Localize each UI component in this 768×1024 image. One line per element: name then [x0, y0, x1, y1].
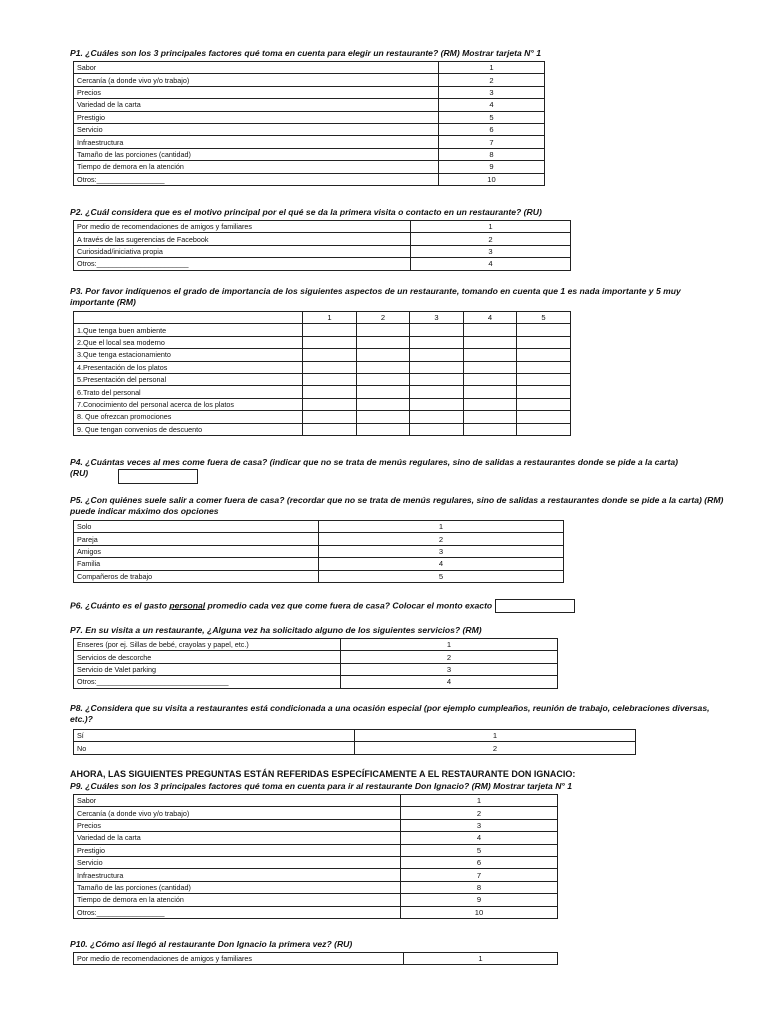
p3-scale-5: 5 [517, 312, 571, 324]
p3-rating-cell[interactable] [357, 336, 410, 348]
p9-option-row[interactable] [74, 844, 558, 856]
p1-option-row[interactable] [74, 161, 545, 173]
p1-option-label: Sabor [74, 62, 439, 74]
p3-aspect-row [74, 324, 571, 336]
p3-rating-cell[interactable] [464, 373, 517, 385]
section-header: AHORA, LAS SIGUIENTES PREGUNTAS ESTÁN REFERIDAS ESPECÍFICAMENTE A EL RESTAURANTE DON IGNACIO: [70, 769, 576, 779]
p9-option-code[interactable]: 1 [401, 795, 558, 807]
p7-option-label: Enseres (por ej. Sillas de bebé, crayolas y papel, etc.) [74, 639, 341, 651]
p3-rating-cell[interactable] [517, 423, 571, 435]
p7-option-label: Servicios de descorche [74, 651, 341, 663]
p9-question: P9. ¿Cuáles son los 3 principales factores qué toma en cuenta para ir al restaurante Don Ignacio? (RM) Mostrar tarjeta N° 1 [70, 781, 573, 791]
p9-option-code[interactable]: 8 [401, 881, 558, 893]
p3-aspect-label: 6.Trato del personal [74, 386, 303, 398]
p9-option-label: Cercanía (a donde vivo y/o trabajo) [74, 807, 401, 819]
p7-option-row[interactable] [74, 676, 558, 688]
p3-aspect-label: 3.Que tenga estacionamiento [74, 349, 303, 361]
p7-option-code[interactable]: 1 [341, 639, 558, 651]
p8-option-row[interactable] [74, 742, 636, 754]
p2-option-code[interactable]: 4 [411, 258, 571, 270]
p8-option-row[interactable] [74, 730, 636, 742]
p1-option-code[interactable]: 4 [439, 99, 545, 111]
p1-option-row[interactable] [74, 74, 545, 86]
p8-option-code[interactable]: 1 [355, 730, 636, 742]
p3-rating-cell[interactable] [517, 349, 571, 361]
p2-table [73, 220, 571, 271]
p2-option-row[interactable] [74, 258, 571, 270]
p7-table [73, 638, 558, 689]
p7-option-code[interactable]: 4 [341, 676, 558, 688]
p4-question-text: P4. ¿Cuántas veces al mes come fuera de casa? (indicar que no se trata de menús regulares, sino de salidas a restaurantes donde se pide a la carta) [70, 457, 679, 467]
p3-rating-cell[interactable] [357, 398, 410, 410]
p3-aspect-row [74, 411, 571, 423]
p9-option-label: Sabor [74, 795, 401, 807]
p1-table [73, 61, 545, 186]
p3-aspect-label: 9. Que tengan convenios de descuento [74, 423, 303, 435]
p3-aspect-label: 1.Que tenga buen ambiente [74, 324, 303, 336]
p3-rating-cell[interactable] [357, 423, 410, 435]
p3-rating-cell[interactable] [464, 423, 517, 435]
p5-option-code[interactable]: 3 [319, 545, 564, 557]
p3-rating-cell[interactable] [410, 336, 464, 348]
p3-rating-cell[interactable] [357, 411, 410, 423]
p3-scale-1: 1 [303, 312, 357, 324]
p6-prefix: P6. ¿Cuánto es el gasto [70, 600, 170, 611]
p3-aspect-row [74, 349, 571, 361]
p9-option-code[interactable]: 10 [401, 906, 558, 918]
p3-rating-cell[interactable] [464, 324, 517, 336]
p5-option-label: Amigos [74, 545, 319, 557]
p3-rating-cell[interactable] [303, 361, 357, 373]
p3-rating-cell[interactable] [464, 361, 517, 373]
p2-question: P2. ¿Cuál considera que es el motivo principal por el qué se da la primera visita o contacto en un restaurante? (RU) [70, 207, 542, 217]
p1-option-code[interactable]: 3 [439, 86, 545, 98]
p5-option-label: Solo [74, 521, 319, 533]
p3-rating-cell[interactable] [303, 373, 357, 385]
p3-rating-cell[interactable] [517, 411, 571, 423]
p3-aspect-row [74, 373, 571, 385]
p1-option-row[interactable] [74, 123, 545, 135]
p9-option-code[interactable]: 9 [401, 894, 558, 906]
p5-option-row[interactable] [74, 545, 564, 557]
p9-option-row[interactable] [74, 807, 558, 819]
p7-option-row[interactable] [74, 663, 558, 675]
p5-option-label: Pareja [74, 533, 319, 545]
p3-rating-cell[interactable] [303, 336, 357, 348]
p3-aspect-label: 4.Presentación de los platos [74, 361, 303, 373]
p3-aspect-row [74, 398, 571, 410]
p3-scale-4: 4 [464, 312, 517, 324]
p3-rating-cell[interactable] [303, 324, 357, 336]
p10-option-code[interactable]: 1 [404, 953, 558, 965]
p1-option-code[interactable]: 2 [439, 74, 545, 86]
p9-option-label: Servicio [74, 856, 401, 868]
p1-option-code[interactable]: 8 [439, 148, 545, 160]
p2-option-label: Curiosidad/iniciativa propia [74, 245, 411, 257]
p3-rating-cell[interactable] [410, 349, 464, 361]
p1-option-label: Precios [74, 86, 439, 98]
p4-code: (RU) [70, 468, 89, 478]
p9-option-code[interactable]: 2 [401, 807, 558, 819]
p5-option-row[interactable] [74, 533, 564, 545]
p1-option-row[interactable] [74, 173, 545, 185]
p5-option-code[interactable]: 4 [319, 558, 564, 570]
p3-rating-cell[interactable] [410, 423, 464, 435]
p9-option-row[interactable] [74, 832, 558, 844]
p1-option-label: Tamaño de las porciones (cantidad) [74, 148, 439, 160]
p6-answer-box[interactable] [495, 599, 575, 613]
p3-aspect-label: 5.Presentación del personal [74, 373, 303, 385]
p7-option-row[interactable] [74, 639, 558, 651]
p10-option-label: Por medio de recomendaciones de amigos y familiares [74, 953, 404, 965]
p1-option-row[interactable] [74, 136, 545, 148]
p7-option-label: Otros:_________________________________ [74, 676, 341, 688]
p3-scale-row [74, 312, 571, 324]
p3-aspect-label: 2.Que el local sea moderno [74, 336, 303, 348]
p3-rating-cell[interactable] [517, 324, 571, 336]
p1-option-label: Infraestructura [74, 136, 439, 148]
p8-option-code[interactable]: 2 [355, 742, 636, 754]
p5-option-code[interactable]: 5 [319, 570, 564, 582]
p3-scale-3: 3 [410, 312, 464, 324]
p3-rating-cell[interactable] [464, 336, 517, 348]
p3-aspect-label: 7.Conocimiento del personal acerca de los platos [74, 398, 303, 410]
p9-option-code[interactable]: 3 [401, 819, 558, 831]
p1-option-code[interactable]: 7 [439, 136, 545, 148]
p5-option-label: Familia [74, 558, 319, 570]
p3-rating-cell[interactable] [303, 349, 357, 361]
p7-option-code[interactable]: 2 [341, 651, 558, 663]
p1-option-row[interactable] [74, 62, 545, 74]
p3-aspect-label: 8. Que ofrezcan promociones [74, 411, 303, 423]
p1-option-code[interactable]: 10 [439, 173, 545, 185]
p9-option-label: Tamaño de las porciones (cantidad) [74, 881, 401, 893]
p8-table [73, 729, 636, 755]
p1-option-label: Variedad de la carta [74, 99, 439, 111]
p9-option-row[interactable] [74, 795, 558, 807]
p2-option-row[interactable] [74, 221, 571, 233]
p3-rating-cell[interactable] [464, 411, 517, 423]
p3-rating-cell[interactable] [357, 349, 410, 361]
p3-rating-cell[interactable] [464, 349, 517, 361]
p1-option-row[interactable] [74, 99, 545, 111]
p10-option-row[interactable] [74, 953, 558, 965]
p1-option-row[interactable] [74, 86, 545, 98]
p2-option-code[interactable]: 3 [411, 245, 571, 257]
p1-option-label: Otros:_________________ [74, 173, 439, 185]
p1-option-code[interactable]: 9 [439, 161, 545, 173]
p1-option-label: Tiempo de demora en la atención [74, 161, 439, 173]
p9-option-label: Variedad de la carta [74, 832, 401, 844]
p3-question: P3. Por favor indíquenos el grado de importancia de los siguientes aspectos de un restaurante, tomando en cuenta que 1 es nada importante y 5 muy importante (RM) [70, 286, 681, 307]
p8-option-label: Sí [74, 730, 355, 742]
p9-option-code[interactable]: 4 [401, 832, 558, 844]
p9-option-row[interactable] [74, 894, 558, 906]
p5-question: P5. ¿Con quiénes suele salir a comer fuera de casa? (recordar que no se trata de menús regulares, sino de salidas a restaurantes donde se pide a la carta) (RM) puede indicar máximo dos opciones [70, 495, 724, 516]
p10-table [73, 952, 558, 965]
p3-rating-cell[interactable] [517, 361, 571, 373]
p3-rating-cell[interactable] [303, 398, 357, 410]
p7-question: P7. En su visita a un restaurante, ¿Alguna vez ha solicitado alguno de los siguientes servicios? (RM) [70, 625, 482, 635]
p3-rating-cell[interactable] [517, 386, 571, 398]
p2-option-code[interactable]: 1 [411, 221, 571, 233]
p3-aspect-row [74, 386, 571, 398]
p3-rating-cell[interactable] [357, 361, 410, 373]
p1-option-row[interactable] [74, 148, 545, 160]
p3-table [73, 311, 571, 436]
p6-underlined: personal [169, 600, 206, 611]
p9-option-label: Infraestructura [74, 869, 401, 881]
p5-option-label: Compañeros de trabajo [74, 570, 319, 582]
p3-rating-cell[interactable] [303, 411, 357, 423]
p2-option-label: Otros:_______________________ [74, 258, 411, 270]
p3-rating-cell[interactable] [303, 423, 357, 435]
p1-option-code[interactable]: 1 [439, 62, 545, 74]
p2-option-code[interactable]: 2 [411, 233, 571, 245]
p3-rating-cell[interactable] [357, 373, 410, 385]
p3-rating-cell[interactable] [464, 386, 517, 398]
p9-option-label: Precios [74, 819, 401, 831]
p3-rating-cell[interactable] [410, 324, 464, 336]
p5-table [73, 520, 564, 583]
p3-corner-cell [74, 312, 303, 324]
p1-option-code[interactable]: 6 [439, 123, 545, 135]
p3-aspect-row [74, 361, 571, 373]
p3-rating-cell[interactable] [464, 398, 517, 410]
p3-rating-cell[interactable] [410, 398, 464, 410]
p3-rating-cell[interactable] [517, 336, 571, 348]
p3-aspect-row [74, 423, 571, 435]
p9-option-label: Otros:_________________ [74, 906, 401, 918]
p3-rating-cell[interactable] [410, 386, 464, 398]
p1-option-code[interactable]: 5 [439, 111, 545, 123]
p9-option-row[interactable] [74, 869, 558, 881]
p9-option-code[interactable]: 7 [401, 869, 558, 881]
p1-option-label: Servicio [74, 123, 439, 135]
p9-option-code[interactable]: 6 [401, 856, 558, 868]
p1-option-row[interactable] [74, 111, 545, 123]
p7-option-code[interactable]: 3 [341, 663, 558, 675]
p3-rating-cell[interactable] [410, 373, 464, 385]
p3-scale-2: 2 [357, 312, 410, 324]
p5-option-code[interactable]: 2 [319, 533, 564, 545]
p1-option-label: Prestigio [74, 111, 439, 123]
p2-option-row[interactable] [74, 245, 571, 257]
p5-option-code[interactable]: 1 [319, 521, 564, 533]
p3-rating-cell[interactable] [357, 324, 410, 336]
p2-option-label: A través de las sugerencias de Facebook [74, 233, 411, 245]
p9-option-label: Tiempo de demora en la atención [74, 894, 401, 906]
p3-rating-cell[interactable] [517, 373, 571, 385]
p3-rating-cell[interactable] [303, 386, 357, 398]
p2-option-row[interactable] [74, 233, 571, 245]
p6-suffix: promedio cada vez que come fuera de casa? Colocar el monto exacto [205, 600, 493, 611]
p9-table [73, 794, 558, 919]
p1-option-label: Cercanía (a donde vivo y/o trabajo) [74, 74, 439, 86]
p8-question: P8. ¿Considera que su visita a restaurantes está condicionada a una ocasión especial (por ejemplo cumpleaños, reunión de trabajo, celebraciones diversas, etc.)? [70, 703, 710, 724]
p3-rating-cell[interactable] [517, 398, 571, 410]
p9-option-label: Prestigio [74, 844, 401, 856]
p6-question [70, 599, 575, 613]
p9-option-row[interactable] [74, 819, 558, 831]
p5-option-row[interactable] [74, 558, 564, 570]
p3-aspect-row [74, 336, 571, 348]
p7-option-label: Servicio de Valet parking [74, 663, 341, 675]
p4-answer-box[interactable] [118, 469, 198, 484]
p2-option-label: Por medio de recomendaciones de amigos y familiares [74, 221, 411, 233]
p9-option-row[interactable] [74, 906, 558, 918]
p3-rating-cell[interactable] [357, 386, 410, 398]
p5-option-row[interactable] [74, 521, 564, 533]
p1-question: P1. ¿Cuáles son los 3 principales factores qué toma en cuenta para elegir un restaurante? (RM) Mostrar tarjeta N° 1 [70, 48, 541, 58]
p7-option-row[interactable] [74, 651, 558, 663]
p9-option-row[interactable] [74, 856, 558, 868]
p10-question: P10. ¿Cómo así llegó al restaurante Don Ignacio la primera vez? (RU) [70, 939, 353, 949]
p3-rating-cell[interactable] [410, 361, 464, 373]
p3-rating-cell[interactable] [410, 411, 464, 423]
p5-option-row[interactable] [74, 570, 564, 582]
p9-option-row[interactable] [74, 881, 558, 893]
p8-option-label: No [74, 742, 355, 754]
p9-option-code[interactable]: 5 [401, 844, 558, 856]
